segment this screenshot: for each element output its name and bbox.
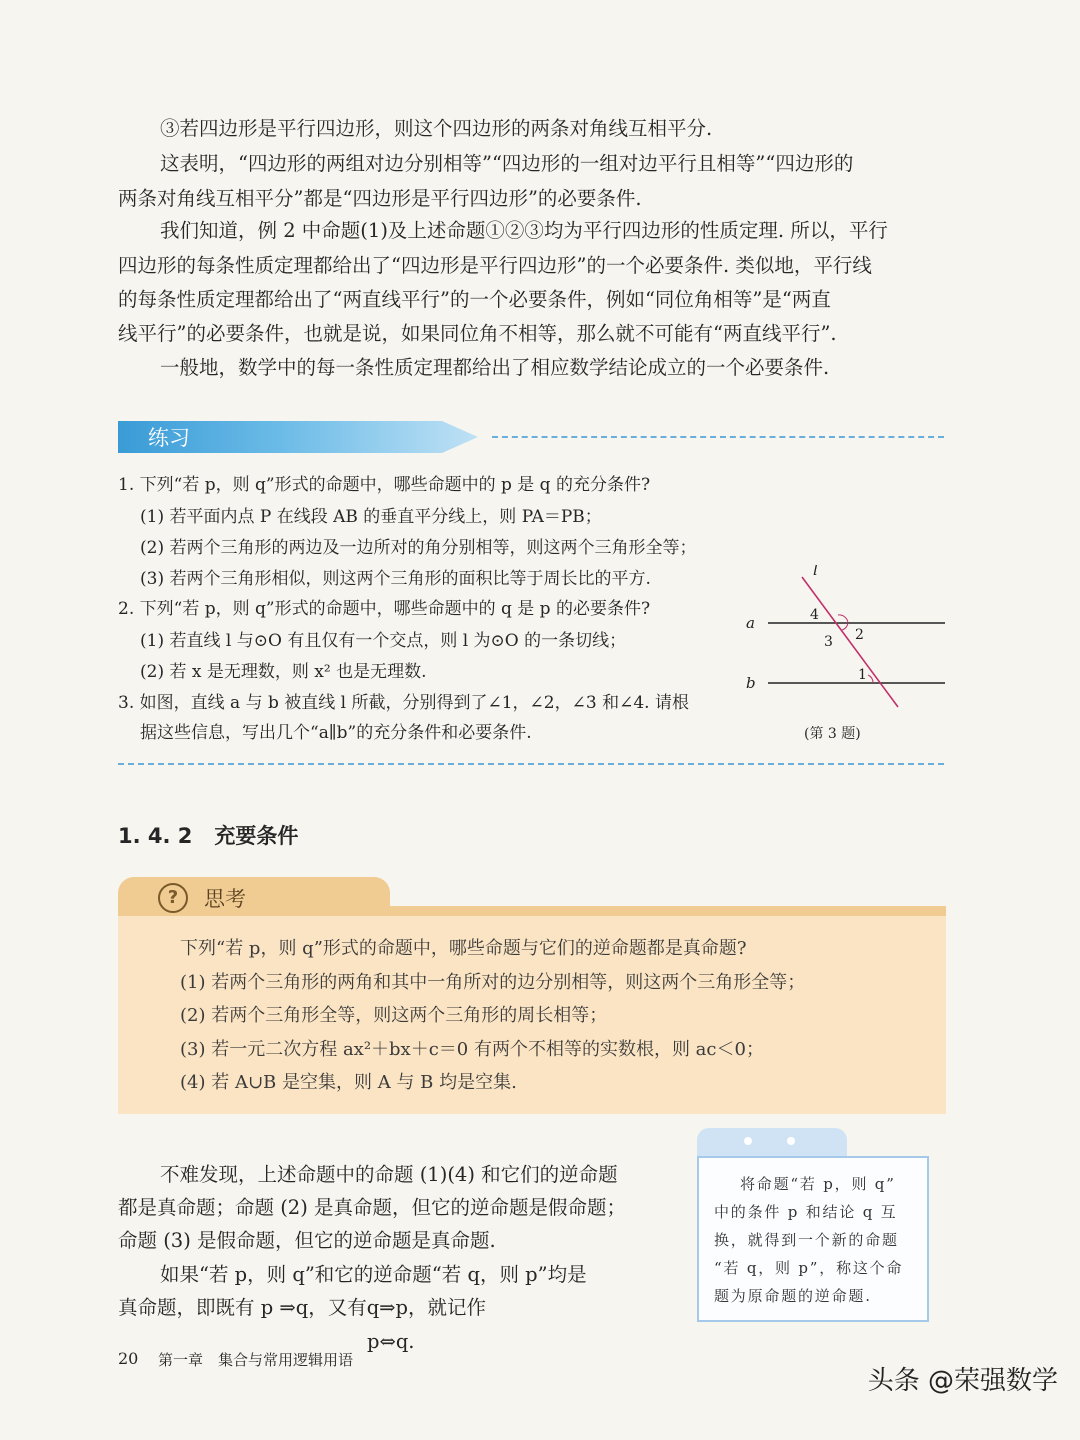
paragraph-line: 两条对角线互相平分”都是“四边形是平行四边形”的必要条件.	[118, 187, 642, 210]
divider-dashes-bottom	[118, 763, 944, 765]
exercise-item: (2) 若 x 是无理数，则 x² 也是无理数.	[140, 662, 427, 682]
divider-dashes	[492, 436, 944, 438]
body-line: 真命题，即既有 p ⇒q，又有q⇒p，就记作	[118, 1296, 487, 1319]
side-note-line: 换，就得到一个新的命题	[714, 1231, 899, 1249]
label-l: l	[813, 565, 818, 579]
side-note-line: 将命题“若 p，则 q”	[740, 1175, 896, 1193]
side-note-line: 题为原命题的逆命题.	[714, 1287, 872, 1305]
angle-3-label: 3	[824, 634, 833, 650]
side-note-line: 中的条件 p 和结论 q 互	[714, 1203, 898, 1221]
paragraph-line: 四边形的每条性质定理都给出了“四边形是平行四边形”的一个必要条件. 类似地，平行线	[118, 254, 872, 277]
watermark: 头条 @荣强数学	[867, 1366, 1058, 1396]
angle-arc	[838, 615, 848, 623]
note-dot	[787, 1137, 795, 1145]
section-heading	[118, 820, 298, 850]
exercise-item: (2) 若两个三角形的两边及一边所对的角分别相等，则这两个三角形全等；	[140, 538, 697, 558]
paragraph-line: 的每条性质定理都给出了“两直线平行”的一个必要条件，例如“同位角相等”是“两直	[118, 288, 831, 311]
paragraph-line: ③若四边形是平行四边形，则这个四边形的两条对角线互相平分.	[160, 117, 713, 140]
body-line: 不难发现，上述命题中的命题 (1)(4) 和它们的逆命题	[160, 1163, 618, 1186]
angle-1-label: 1	[858, 667, 867, 683]
transversal-l	[802, 577, 898, 707]
angle-4-label: 4	[810, 607, 819, 623]
paragraph-line: 我们知道，例 2 中命题(1)及上述命题①②③均为平行四边形的性质定理. 所以，平行	[160, 219, 888, 242]
note-tab	[697, 1128, 847, 1158]
think-title: 思考	[204, 887, 246, 911]
exercise-item: (1) 若直线 l 与⊙O 有且仅有一个交点，则 l 为⊙O 的一条切线；	[140, 631, 627, 651]
body-line: 如果“若 p，则 q”和它的逆命题“若 q，则 p”均是	[160, 1263, 587, 1286]
angle-2-label: 2	[855, 627, 864, 643]
exercise-question-1: 1. 下列“若 p，则 q”形式的命题中，哪些命题中的 p 是 q 的充分条件?	[118, 475, 651, 495]
side-note-line: “若 q，则 p”，称这个命	[714, 1259, 904, 1277]
section-title: 充要条件	[214, 824, 299, 848]
body-line: 都是真命题；命题 (2) 是真命题，但它的逆命题是假命题；	[118, 1196, 627, 1219]
think-item: (1) 若两个三角形的两角和其中一角所对的边分别相等，则这两个三角形全等；	[180, 972, 806, 993]
note-dot	[744, 1137, 752, 1145]
exercise-question-2: 2. 下列“若 p，则 q”形式的命题中，哪些命题中的 q 是 p 的必要条件?	[118, 599, 651, 619]
think-item: (3) 若一元二次方程 ax²＋bx＋c＝0 有两个不相等的实数根，则 ac＜0；	[180, 1039, 764, 1060]
label-a: a	[746, 614, 755, 632]
exercise-item: (3) 若两个三角形相似，则这两个三角形的面积比等于周长比的平方.	[140, 569, 651, 589]
page-number: 20	[118, 1349, 139, 1368]
formula-line: p⇔q.	[367, 1330, 415, 1353]
paragraph-line: 一般地，数学中的每一条性质定理都给出了相应数学结论成立的一个必要条件.	[160, 356, 830, 379]
angle-arc	[868, 675, 873, 683]
angle-arc	[842, 623, 848, 630]
chapter-title: 第一章 集合与常用逻辑用语	[158, 1351, 354, 1369]
label-b: b	[746, 674, 756, 692]
think-item: (2) 若两个三角形全等，则这两个三角形的周长相等；	[180, 1005, 608, 1026]
body-line: 命题 (3) 是假命题，但它的逆命题是真命题.	[118, 1229, 496, 1252]
paragraph-line: 线平行”的必要条件，也就是说，如果同位角不相等，那么就不可能有“两直线平行”.	[118, 322, 837, 345]
figure-caption: (第 3 题)	[804, 726, 861, 742]
question-icon: ?	[158, 883, 188, 913]
paragraph-line: 这表明，“四边形的两组对边分别相等”“四边形的一组对边平行且相等”“四边形的	[160, 152, 854, 175]
think-item: (4) 若 A∪B 是空集，则 A 与 B 均是空集.	[180, 1072, 517, 1093]
think-intro: 下列“若 p，则 q”形式的命题中，哪些命题与它们的逆命题都是真命题?	[180, 938, 747, 959]
section-number: 1. 4. 2	[118, 824, 193, 848]
exercise-item: (1) 若平面内点 P 在线段 AB 的垂直平分线上，则 PA＝PB；	[140, 507, 602, 527]
exercise-label: 练习	[148, 426, 190, 450]
exercise-question-3-cont: 据这些信息，写出几个“a∥b”的充分条件和必要条件.	[140, 723, 532, 743]
exercise-question-3: 3. 如图，直线 a 与 b 被直线 l 所截，分别得到了∠1，∠2，∠3 和∠4. 请根	[118, 693, 689, 713]
